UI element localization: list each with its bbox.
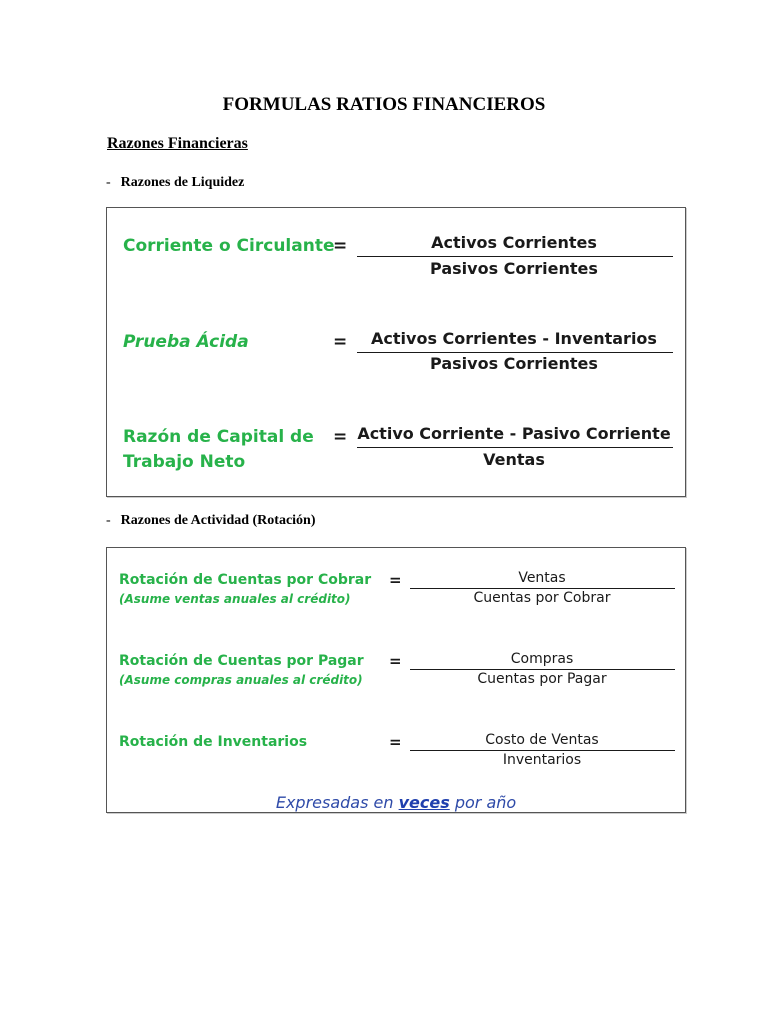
liquidity-heading	[106, 175, 244, 191]
section-heading: Razones Financieras	[107, 135, 248, 152]
formula-label-working-capital-line2: Trabajo Neto	[123, 452, 246, 472]
formula-denominator: Cuentas por Pagar	[477, 671, 607, 687]
equals-sign: =	[389, 571, 402, 589]
formula-label-receivables-turnover: Rotación de Cuentas por Cobrar	[119, 572, 372, 588]
equals-sign: =	[333, 332, 348, 352]
formula-denominator: Pasivos Corrientes	[430, 259, 598, 278]
formula-label-inventory-turnover: Rotación de Inventarios	[119, 734, 308, 750]
liquidity-heading-text: Razones de Liquidez	[120, 175, 245, 190]
note-keyword: veces	[398, 793, 450, 812]
activity-heading-text: Razones de Actividad (Rotación)	[120, 513, 316, 528]
equals-sign: =	[389, 733, 402, 751]
formula-sublabel: (Asume ventas anuales al crédito)	[119, 592, 351, 606]
note-suffix: por año	[454, 793, 517, 812]
formula-numerator: Activos Corrientes - Inventarios	[371, 329, 657, 348]
liquidity-formula-box	[106, 207, 686, 497]
equals-sign: =	[333, 427, 348, 447]
activity-heading	[106, 513, 316, 529]
fraction-line	[410, 750, 675, 751]
equals-sign: =	[333, 236, 348, 256]
formula-numerator: Ventas	[518, 570, 566, 586]
document-title: FORMULAS RATIOS FINANCIEROS	[222, 94, 546, 115]
note-prefix: Expresadas en	[275, 793, 394, 812]
formula-denominator: Ventas	[483, 450, 545, 469]
fraction-line	[357, 447, 673, 448]
bullet-dash: -	[106, 175, 111, 190]
formula-label-current-ratio: Corriente o Circulante	[123, 236, 335, 256]
formula-denominator: Inventarios	[502, 752, 582, 768]
fraction-line	[357, 256, 673, 257]
formula-label-working-capital: Razón de Capital de	[123, 427, 314, 447]
formula-label-payables-turnover: Rotación de Cuentas por Pagar	[119, 653, 364, 669]
formula-numerator: Activos Corrientes	[431, 233, 597, 252]
equals-sign: =	[389, 652, 402, 670]
formula-denominator: Pasivos Corrientes	[430, 354, 598, 373]
bullet-dash: -	[106, 513, 111, 528]
formula-label-acid-test: Prueba Ácida	[123, 332, 249, 352]
fraction-line	[410, 588, 675, 589]
formula-sublabel: (Asume compras anuales al crédito)	[119, 673, 363, 687]
fraction-line	[357, 352, 673, 353]
frequency-note	[107, 793, 685, 812]
formula-numerator: Activo Corriente - Pasivo Corriente	[357, 424, 671, 443]
fraction-line	[410, 669, 675, 670]
formula-numerator: Costo de Ventas	[485, 732, 599, 748]
formula-numerator: Compras	[510, 651, 574, 667]
activity-formula-box	[106, 547, 686, 813]
formula-denominator: Cuentas por Cobrar	[473, 590, 611, 606]
